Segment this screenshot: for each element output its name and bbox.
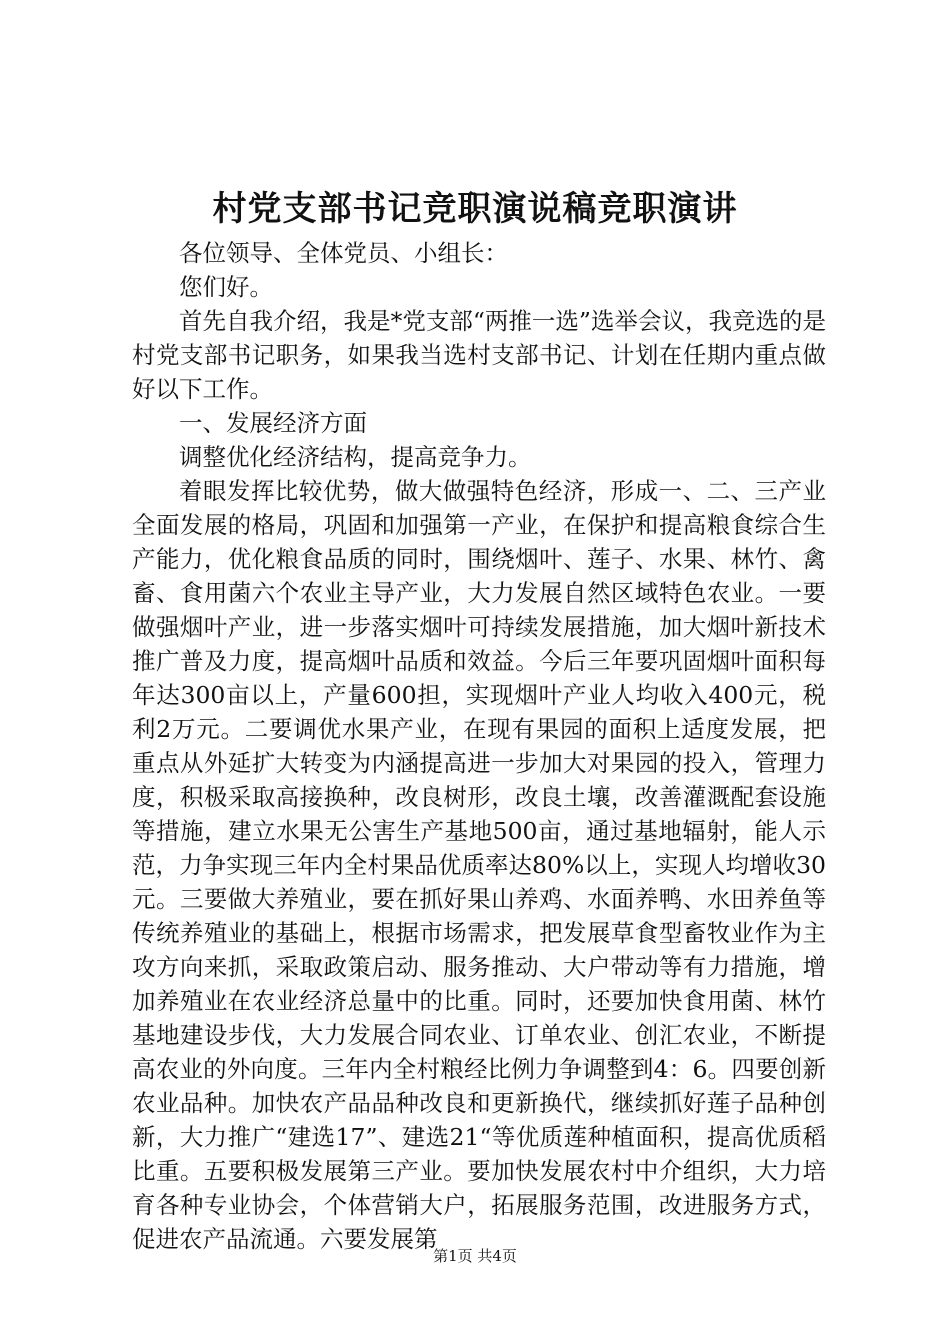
greeting-paragraph: 您们好。 [179,273,273,301]
section-heading: 一、发展经济方面 [179,409,367,437]
page-number-footer: 第1页 共4页 [433,1247,517,1265]
document-title: 村党支部书记竞职演说稿竞职演讲 [212,189,738,229]
body-paragraph: 着眼发挥比较优势，做大做强特色经济，形成一、二、三产业全面发展的格局，巩固和加强第一产业，在保护和提高粮食综合生产能力，优化粮食品质的同时，围绕烟叶、莲子、水果、林竹、禽畜、食用菌六个农业主导产业，大力发展自然区域特色农业。一要做强烟叶产业，进一步落实烟叶可持续发展措施，加大烟叶新技术推广普及力度，提高烟叶品质和效益。今后三年要巩固烟叶面积每年达300亩以上，产量600担，实现烟叶产业人均收入400元，税利2万元。二要调优水果产业，在现有果园的面积上适度发展，把重点从外延扩大转变为内涵提高进一步加大对果园的投入，管理力度，积极采取高接换种，改良树形，改良土壤，改善灌溉配套设施等措施，建立水果无公害生产基地500亩，通过基地辐射，能人示范，力争实现三年内全村果品优质率达80%以上，实现人均增收30元。三要做大养殖业，要在抓好果山养鸡、水面养鸭、水田养鱼等传统养殖业的基础上，根据市场需求，把发展草食型畜牧业作为主攻方向来抓，采取政策启动、服务推动、大户带动等有力措施，增加养殖业在农业经济总量中的比重。同时，还要加快食用菌、林竹基地建设步伐，大力发展合同农业、订单农业、创汇农业，不断提高农业的外向度。三年内全村粮经比例力争调整到4：6。四要创新农业品种。加快农产品品种改良和更新换代，继续抓好莲子品种创新，大力推广“建选17”、建选21“等优质莲种植面积，提高优质稻比重。五要积极发展第三产业。要加快发展农村中介组织，大力培育各种专业协会，个体营销大户，拓展服务范围，改进服务方式，促进农产品流通。六要发展第 [132,477,826,1253]
salutation-paragraph: 各位领导、全体党员、小组长： [179,239,508,267]
introduction-paragraph: 首先自我介绍，我是*党支部“两推一选”选举会议，我竞选的是村党支部书记职务，如果我当选村支部书记、计划在任期内重点做好以下工作。 [132,307,826,403]
document-body [132,236,826,1256]
section-subheading: 调整优化经济结构，提高竞争力。 [179,443,532,471]
